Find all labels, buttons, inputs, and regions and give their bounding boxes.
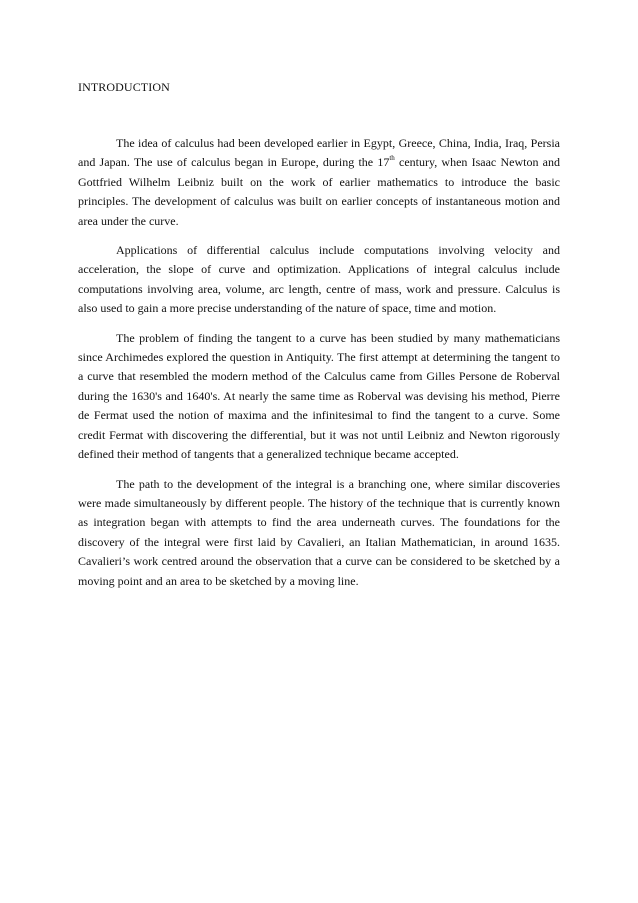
ordinal-superscript: th	[389, 154, 395, 163]
paragraph-calculus-origins	[78, 134, 560, 231]
paragraph-tangent-problem: The problem of finding the tangent to a curve has been studied by many mathematicians since Archimedes explored the question in Antiquity. The first attempt at determining the tangent to a curve that resembled the modern method of the Calculus came from Gilles Persone de Roberval during the 1630's and 1640's. At nearly the same time as Roberval was devising his method, Pierre de Fermat used the notion of maxima and the infinitesimal to find the tangent to a curve. Some credit Fermat with discovering the differential, but it was not until Leibniz and Newton rigorously defined their method of tangents that a generalized technique became accepted.	[78, 330, 560, 462]
paragraph-calculus-applications: Applications of differential calculus include computations involving velocity and acceleration, the slope of curve and optimization. Applications of integral calculus include computations involving area, volume, arc length, centre of mass, work and pressure. Calculus is also used to gain a more precise understanding of the nature of space, time and motion.	[78, 243, 560, 316]
paragraph-integral-development: The path to the development of the integral is a branching one, where similar discoveries were made simultaneously by different people. The history of the technique that is currently known as integration began with attempts to find the area underneath curves. The foundations for the discovery of the integral were first laid by Cavalieri, an Italian Mathematician, in around 1635. Cavalieri’s work centred around the observation that a curve can be considered to be sketched by a moving point and an area to be sketched by a moving line.	[78, 476, 560, 588]
paragraph-1-text-start: The idea of calculus had been developed earlier in Egypt, Greece, China, India, Iraq, Persia and Japan. The use of calculus began in Europe, during the 17	[78, 136, 560, 170]
section-heading: INTRODUCTION	[78, 80, 170, 94]
document-body	[78, 79, 560, 601]
paragraph-1-text-end: century, when Isaac Newton and Gottfried Wilhelm Leibniz built on the work of earlier mathematics to introduce the basic principles. The development of calculus was built on earlier concepts of instantaneous motion and area under the curve.	[78, 155, 560, 228]
